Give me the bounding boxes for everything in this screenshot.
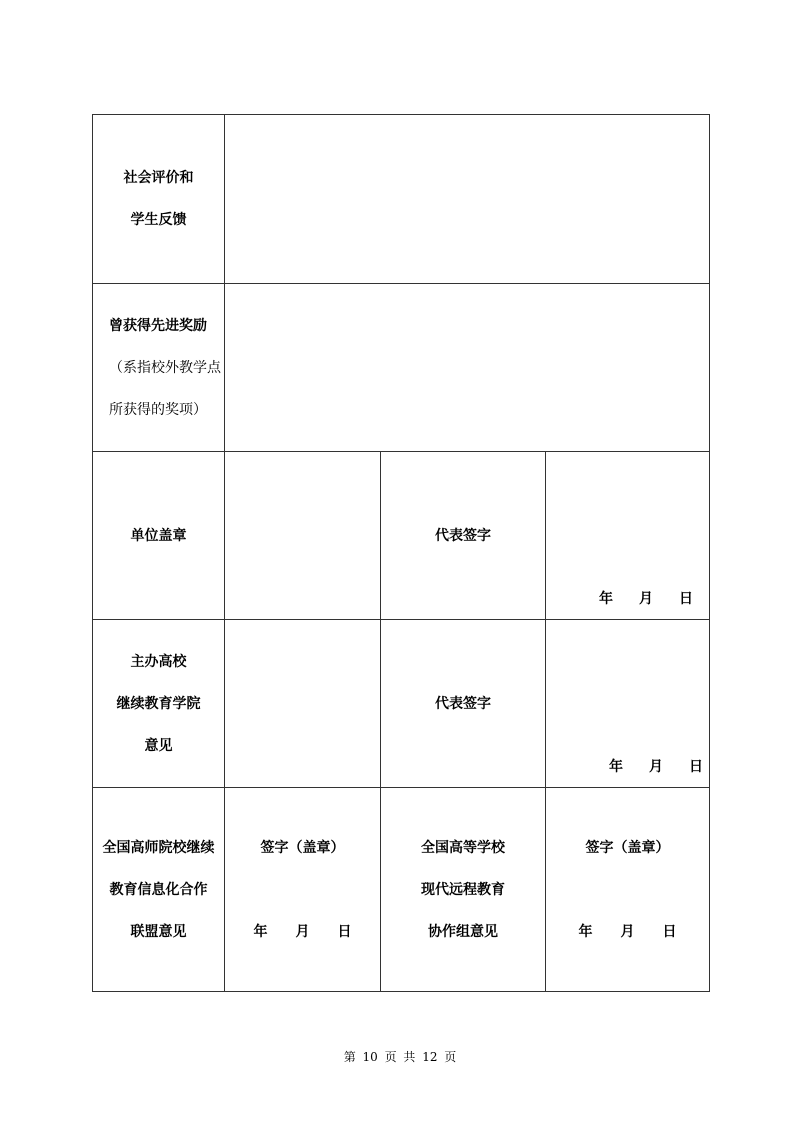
host-school-label-line3: 意见: [144, 737, 173, 754]
alliance-right-sign-label: 签字（盖章）: [585, 839, 670, 856]
evaluation-row: [93, 115, 710, 284]
alliance-right-date: [546, 911, 709, 953]
alliance-right-signature-cell[interactable]: [546, 788, 710, 992]
host-school-label: [93, 620, 225, 788]
evaluation-input-cell[interactable]: [225, 115, 710, 284]
host-school-opinion-cell[interactable]: [225, 620, 381, 788]
awards-row: [93, 284, 710, 452]
unit-seal-row: [93, 452, 710, 620]
alliance-right-label: [381, 788, 546, 992]
host-school-label-line2: 继续教育学院: [116, 695, 201, 712]
host-school-signature-cell[interactable]: [546, 620, 710, 788]
host-school-row: [93, 620, 710, 788]
alliance-left-line1: 全国高师院校继续: [102, 839, 215, 856]
date-month: 月: [620, 923, 635, 940]
host-school-label-line1: 主办高校: [130, 653, 187, 670]
unit-seal-sign-label: 代表签字: [381, 452, 546, 620]
alliance-right-line3: 协作组意见: [428, 923, 498, 940]
alliance-left-date: [225, 911, 380, 953]
date-day: 日: [679, 591, 694, 607]
date-day: 日: [662, 923, 677, 940]
date-month: 月: [649, 759, 664, 775]
application-form-table: [92, 114, 710, 992]
alliance-right-line1: 全国高等学校: [421, 839, 505, 856]
alliance-left-sign-label: 签字（盖章）: [260, 839, 345, 856]
alliance-left-signature-cell[interactable]: [225, 788, 381, 992]
alliance-left-line3: 联盟意见: [130, 923, 187, 940]
unit-seal-label: 单位盖章: [93, 452, 225, 620]
alliance-left-label: [93, 788, 225, 992]
date-day: 日: [689, 759, 704, 775]
date-month: 月: [295, 923, 310, 940]
awards-label-line3: 所获得的奖项）: [109, 401, 207, 418]
alliance-right-line2: 现代远程教育: [421, 881, 505, 898]
date-month: 月: [639, 591, 654, 607]
page-footer: 第 10 页 共 12 页: [343, 1050, 457, 1064]
awards-label-line1: 曾获得先进奖励: [109, 317, 207, 334]
awards-label: [93, 284, 225, 452]
date-year: 年: [578, 923, 593, 940]
date-year: 年: [609, 759, 624, 775]
alliance-left-line2: 教育信息化合作: [109, 881, 208, 898]
awards-label-line2: （系指校外教学点: [109, 359, 221, 376]
unit-seal-date: [546, 589, 709, 609]
awards-input-cell[interactable]: [225, 284, 710, 452]
alliance-row: [93, 788, 710, 992]
evaluation-label-line1: 社会评价和: [123, 170, 194, 186]
unit-seal-stamp-cell[interactable]: [225, 452, 381, 620]
evaluation-label-line2: 学生反馈: [130, 212, 187, 228]
date-year: 年: [253, 923, 268, 940]
date-year: 年: [599, 591, 614, 607]
unit-seal-signature-cell[interactable]: [546, 452, 710, 620]
evaluation-label: [93, 115, 225, 284]
date-day: 日: [337, 923, 352, 940]
host-school-sign-label: 代表签字: [381, 620, 546, 788]
host-school-date: [546, 757, 709, 777]
